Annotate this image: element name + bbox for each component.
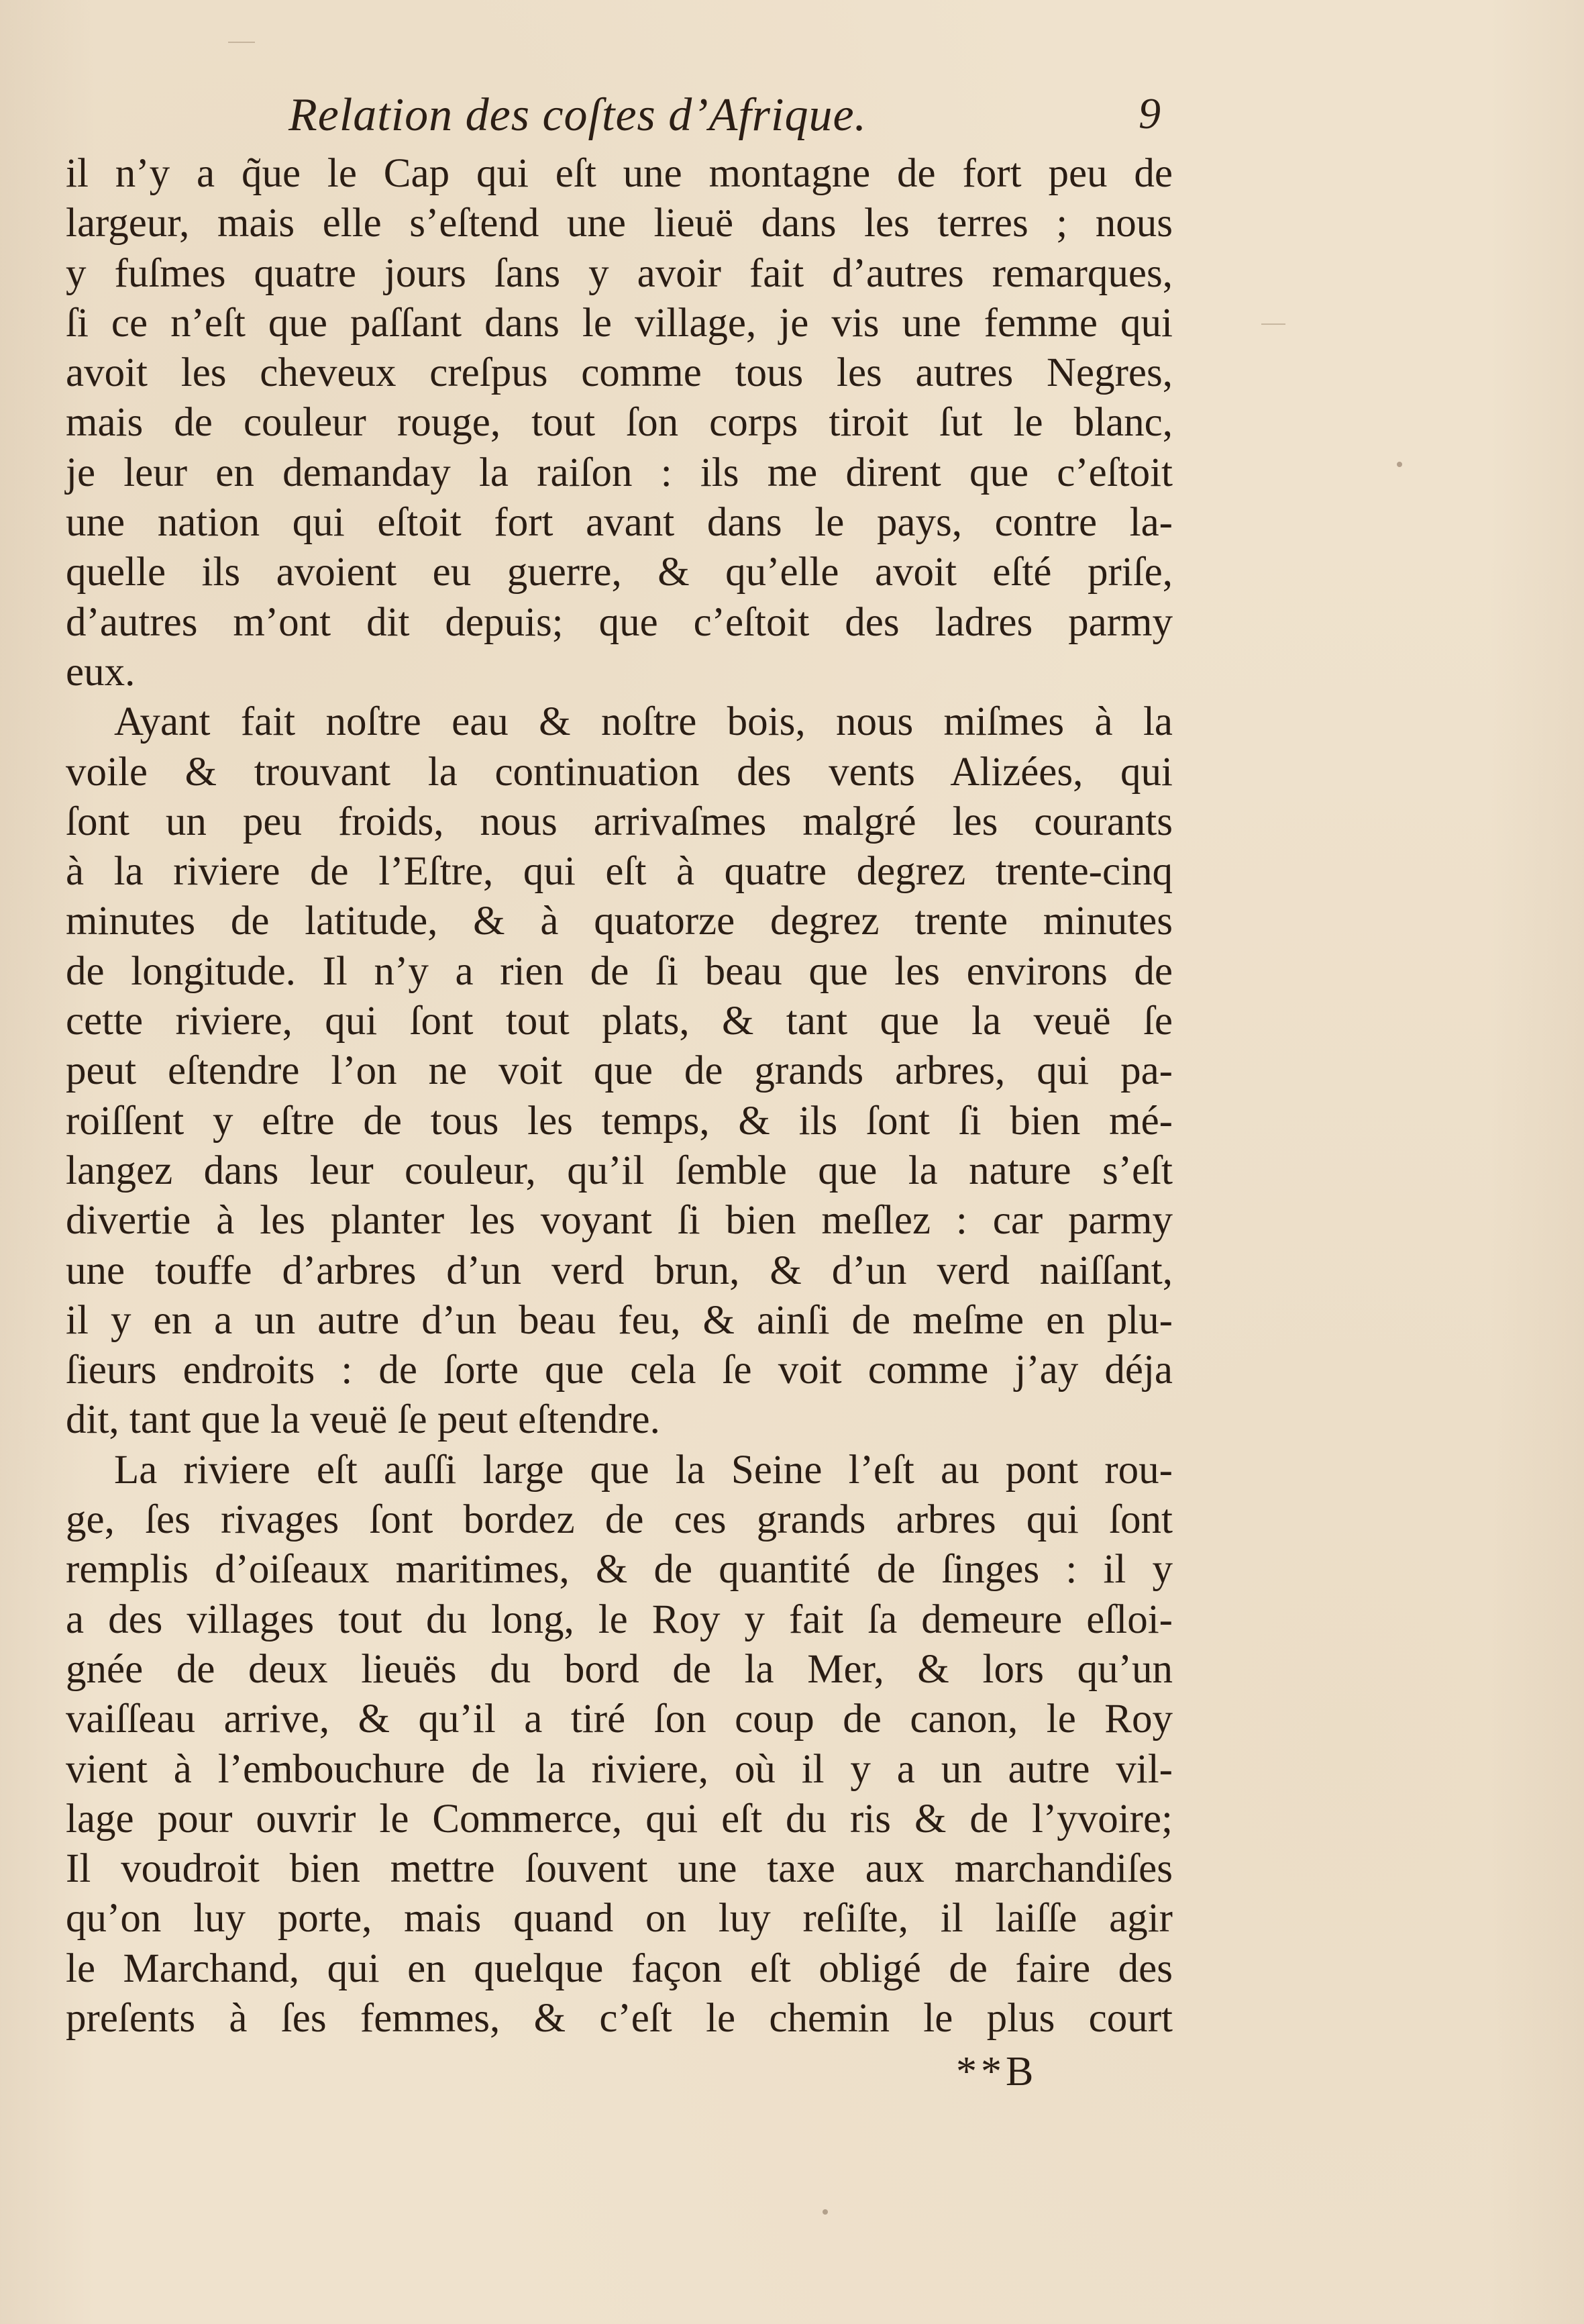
- paragraph-2: [66, 697, 1173, 1445]
- text-line: ſi ce n’eſt que paſſant dans le village, je vis une femme qui: [66, 300, 1173, 346]
- text-line: d’autres m’ont dit depuis; que c’eſtoit des ladres parmy: [66, 599, 1173, 645]
- text-line: lage pour ouvrir le Commerce, qui eſt du ris & de l’yvoire;: [66, 1796, 1173, 1841]
- text-line: vient à l’embouchure de la riviere, où il y a un autre vil-: [66, 1746, 1173, 1792]
- text-line: mais de couleur rouge, tout ſon corps tiroit ſut le blanc,: [66, 400, 1173, 446]
- text-line: je leur en demanday la raiſon : ils me dirent que c’eſtoit: [66, 450, 1173, 495]
- running-head: [288, 79, 1161, 153]
- text-line: preſents à ſes femmes, & c’eſt le chemin le plus court: [66, 1995, 1173, 2041]
- text-line: vaiſſeau arrive, & qu’il a tiré ſon coup de canon, le Roy: [66, 1697, 1173, 1742]
- text-line: Il voudroit bien mettre ſouvent une taxe aux marchandiſes: [66, 1846, 1173, 1892]
- text-line: voile & trouvant la continuation des vents Alizées, qui: [66, 749, 1173, 795]
- text-line: ſieurs endroits : de ſorte que cela ſe voit comme j’ay déja: [66, 1348, 1173, 1393]
- text-line: langez dans leur couleur, qu’il ſemble que la nature s’eſt: [66, 1148, 1173, 1193]
- text-line: une nation qui eſtoit fort avant dans le pays, contre la-: [66, 500, 1173, 546]
- paper-mark: [1261, 323, 1285, 325]
- paragraph-1: [66, 149, 1173, 697]
- text-line: minutes de latitude, & à quatorze degrez trente minutes: [66, 899, 1173, 944]
- text-line: a des villages tout du long, le Roy y fait ſa demeure eſloi-: [66, 1597, 1173, 1642]
- text-line: y fuſmes quatre jours ſans y avoir fait d’autres remarques,: [66, 250, 1173, 296]
- text-line: ge, ſes rivages ſont bordez de ces grands arbres qui ſont: [66, 1497, 1173, 1543]
- text-line: divertie à les planter les voyant ſi bien meſlez : car parmy: [66, 1198, 1173, 1244]
- text-line: quelle ils avoient eu guerre, & qu’elle avoit eſté priſe,: [66, 550, 1173, 595]
- body-text: [66, 149, 1173, 2043]
- text-line: une touffe d’arbres d’un verd brun, & d’un verd naiſſant,: [66, 1248, 1173, 1293]
- text-line: largeur, mais elle s’eſtend une lieuë dans les terres ; nous: [66, 201, 1173, 246]
- text-line: La riviere eſt auſſi large que la Seine l’eſt au pont rou-: [114, 1447, 1173, 1493]
- paragraph-3: [66, 1446, 1173, 2044]
- text-line: eux.: [66, 649, 136, 695]
- text-line: dit, tant que la veuë ſe peut eſtendre.: [66, 1397, 660, 1443]
- text-line: qu’on luy porte, mais quand on luy reſiſte, il laiſſe agir: [66, 1896, 1173, 1941]
- text-line: à la riviere de l’Eſtre, qui eſt à quatre degrez trente-cinq: [66, 849, 1173, 895]
- signature-mark: **B: [956, 2049, 1038, 2094]
- text-line: avoit les cheveux creſpus comme tous les autres Negres,: [66, 350, 1173, 396]
- text-line: il n’y a q̃ue le Cap qui eſt une montagne de fort peu de: [66, 151, 1173, 196]
- paper-speck: [1397, 462, 1402, 467]
- text-line: de longitude. Il n’y a rien de ſi beau que les environs de: [66, 948, 1173, 994]
- text-line: peut eſtendre l’on ne voit que de grands arbres, qui pa-: [66, 1048, 1173, 1094]
- running-title: Relation des coſtes d’Afrique.: [288, 89, 867, 141]
- text-line: cette riviere, qui ſont tout plats, & tant que la veuë ſe: [66, 999, 1173, 1044]
- page-number: 9: [1139, 89, 1161, 138]
- text-line: gnée de deux lieuës du bord de la Mer, & lors qu’un: [66, 1646, 1173, 1692]
- paper-mark: [228, 42, 255, 43]
- text-line: il y en a un autre d’un beau feu, & ainſi de meſme en plu-: [66, 1297, 1173, 1343]
- text-line: roiſſent y eſtre de tous les temps, & ils ſont ſi bien mé-: [66, 1098, 1173, 1144]
- text-line: le Marchand, qui en quelque façon eſt obligé de faire des: [66, 1946, 1173, 1991]
- text-line: Ayant fait noſtre eau & noſtre bois, nous miſmes à la: [114, 699, 1173, 745]
- paper-speck: [823, 2209, 828, 2215]
- text-line: remplis d’oiſeaux maritimes, & de quantité de ſinges : il y: [66, 1547, 1173, 1593]
- text-line: ſont un peu froids, nous arrivaſmes malgré les courants: [66, 799, 1173, 844]
